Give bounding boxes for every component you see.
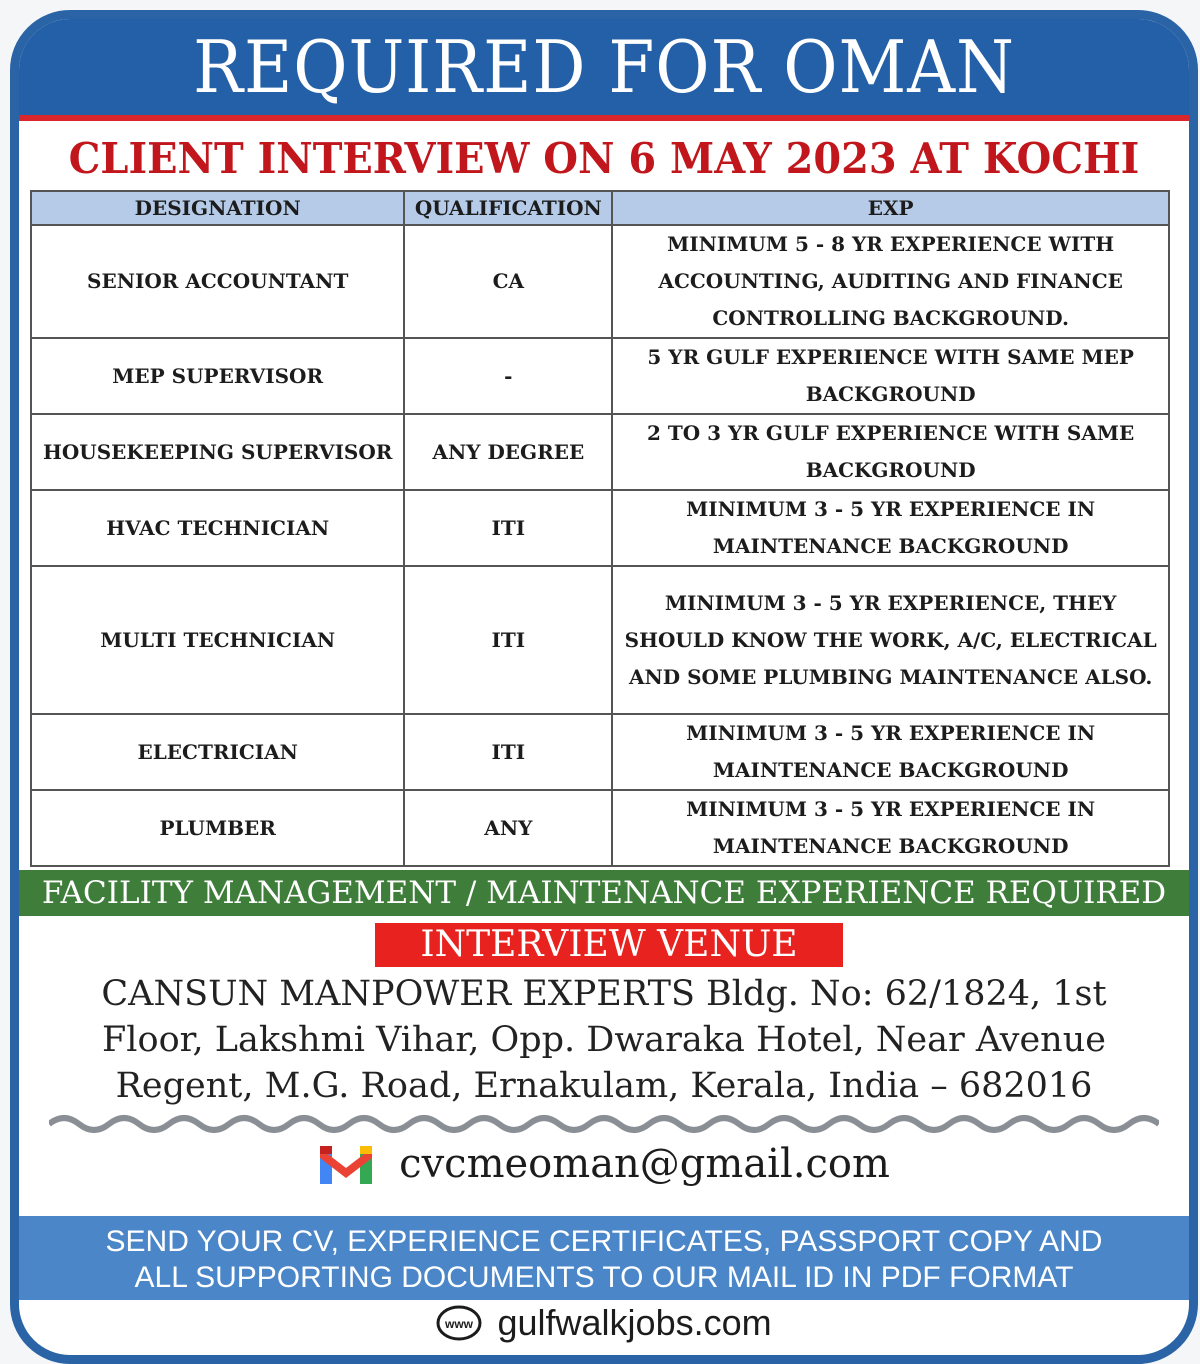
venue-address [29,971,1179,1109]
experience-line: MAINTENANCE BACKGROUND [712,758,1069,782]
experience-line: MINIMUM 3 - 5 YR EXPERIENCE, THEY [664,590,1117,615]
table-row [31,225,1169,338]
experience-cell [612,790,1169,866]
designation-cell: MULTI TECHNICIAN [31,566,404,714]
designation-cell: SENIOR ACCOUNTANT [31,225,404,338]
poster-frame [10,10,1198,1364]
experience-line: BACKGROUND [805,382,976,406]
table-row [31,714,1169,790]
experience-line: ACCOUNTING, AUDITING AND FINANCE [658,269,1123,293]
column-header-designation: DESIGNATION [31,191,404,225]
www-globe-icon [436,1305,482,1341]
wave-divider [49,1109,1159,1139]
experience-cell [612,490,1169,566]
designation-cell: HOUSEKEEPING SUPERVISOR [31,414,404,490]
instruction-line: SEND YOUR CV, EXPERIENCE CERTIFICATES, PASSPORT COPY AND [105,1225,1103,1258]
experience-line: MINIMUM 3 - 5 YR EXPERIENCE IN [686,497,1096,521]
experience-line: SHOULD KNOW THE WORK, A/C, ELECTRICAL [624,627,1157,652]
email-row [19,1141,1189,1197]
experience-line: MAINTENANCE BACKGROUND [712,534,1069,558]
table-row [31,338,1169,414]
website-link[interactable]: gulfwalkjobs.com [497,1302,772,1343]
instruction-line: ALL SUPPORTING DOCUMENTS TO OUR MAIL ID IN PDF FORMAT [134,1261,1074,1294]
designation-cell: HVAC TECHNICIAN [31,490,404,566]
designation-cell: PLUMBER [31,790,404,866]
instructions-banner [19,1216,1189,1300]
address-line: Regent, M.G. Road, Ernakulam, Kerala, India – 682016 [115,1066,1093,1106]
table-row [31,790,1169,866]
qualification-cell: ITI [404,490,612,566]
table-row [31,490,1169,566]
designation-cell: MEP SUPERVISOR [31,338,404,414]
requirement-banner: FACILITY MANAGEMENT / MAINTENANCE EXPERIENCE REQUIRED [19,870,1189,916]
svg-text:www: www [445,1317,474,1331]
interview-venue-label: INTERVIEW VENUE [375,923,843,967]
column-header-exp: EXP [612,191,1169,225]
experience-line: MINIMUM 5 - 8 YR EXPERIENCE WITH [667,232,1115,256]
experience-line: CONTROLLING BACKGROUND. [712,306,1069,330]
page-title: REQUIRED FOR OMAN [193,25,1015,109]
gmail-icon [318,1142,374,1186]
experience-cell [612,338,1169,414]
website-row [19,1302,1189,1352]
qualification-cell: CA [404,225,612,338]
address-line: CANSUN MANPOWER EXPERTS Bldg. No: 62/1824, 1st [101,974,1107,1014]
table-row [31,414,1169,490]
designation-cell: ELECTRICIAN [31,714,404,790]
experience-cell [612,414,1169,490]
column-header-qualification: QUALIFICATION [404,191,612,225]
table-row [31,566,1169,714]
experience-line: MINIMUM 3 - 5 YR EXPERIENCE IN [686,797,1096,821]
qualification-cell: ITI [404,714,612,790]
qualification-cell: - [404,338,612,414]
experience-line: 5 YR GULF EXPERIENCE WITH SAME MEP [647,345,1134,369]
jobs-table [30,190,1170,867]
experience-line: AND SOME PLUMBING MAINTENANCE ALSO. [628,664,1153,689]
experience-cell [612,566,1169,714]
qualification-cell: ANY DEGREE [404,414,612,490]
qualification-cell: ANY [404,790,612,866]
qualification-cell: ITI [404,566,612,714]
experience-cell [612,714,1169,790]
interview-date-title: CLIENT INTERVIEW ON 6 MAY 2023 AT KOCHI [68,134,1140,183]
experience-line: MINIMUM 3 - 5 YR EXPERIENCE IN [686,721,1096,745]
contact-email[interactable]: cvcmeoman@gmail.com [399,1141,890,1187]
experience-line: MAINTENANCE BACKGROUND [712,834,1069,858]
header-banner [19,19,1189,121]
experience-line: 2 TO 3 YR GULF EXPERIENCE WITH SAME [647,421,1135,445]
experience-line: BACKGROUND [805,458,976,482]
experience-cell [612,225,1169,338]
table-header-row [31,191,1169,225]
address-line: Floor, Lakshmi Vihar, Opp. Dwaraka Hotel, Near Avenue [102,1020,1106,1060]
